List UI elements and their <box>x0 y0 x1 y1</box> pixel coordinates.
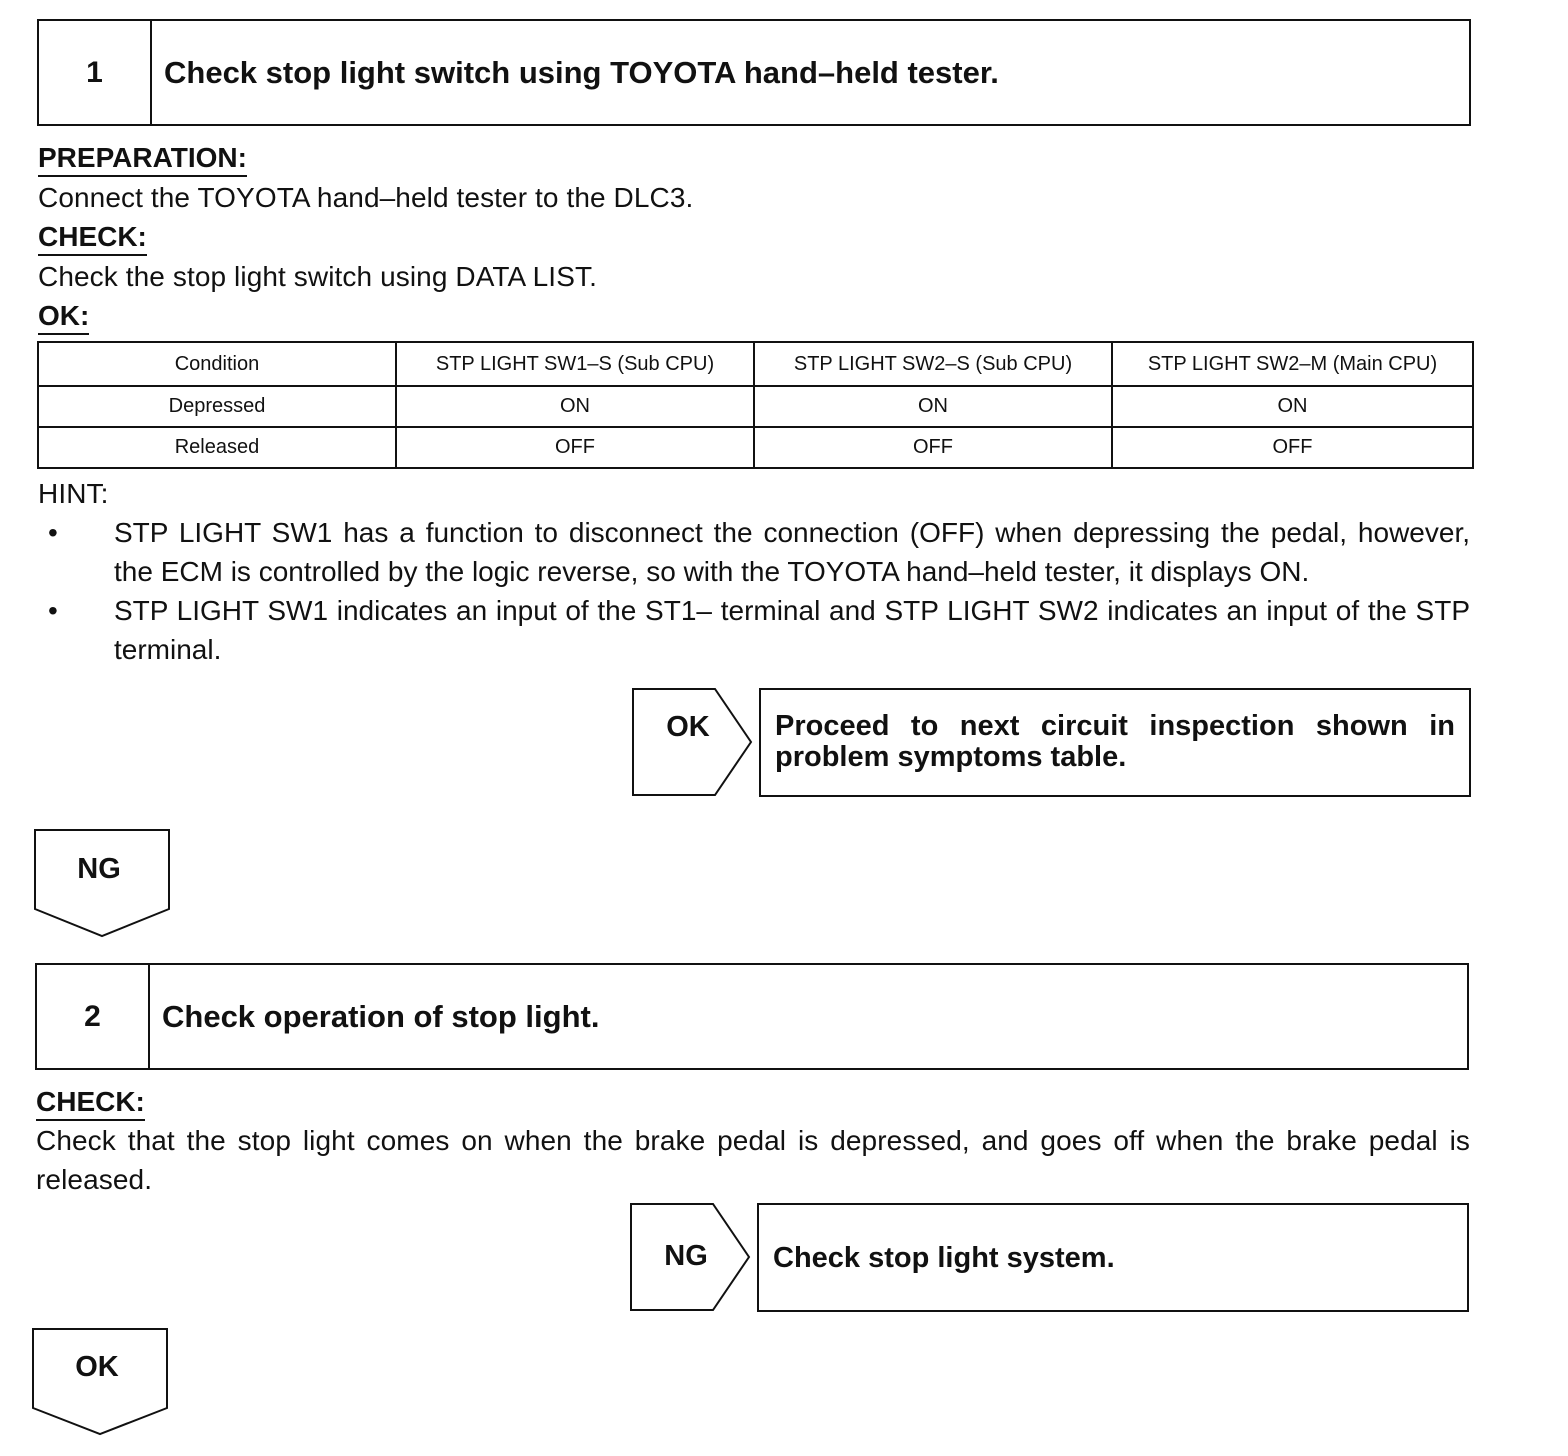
step-title: Check operation of stop light. <box>162 998 600 1034</box>
step-number: 1 <box>39 21 152 124</box>
step-number: 2 <box>37 965 150 1068</box>
check-text: Check that the stop light comes on when the brake pedal is depressed, and goes off when the brake pedal is released. <box>36 1125 1470 1195</box>
list-item <box>38 591 1470 669</box>
table-header-cell: STP LIGHT SW2–M (Main CPU) <box>1112 342 1473 386</box>
table-header-cell: Condition <box>38 342 396 386</box>
hint-label: HINT: <box>38 478 109 509</box>
check-heading: CHECK: <box>38 220 147 256</box>
table-cell: OFF <box>754 427 1112 468</box>
ng-down-arrow-label: NG <box>77 853 121 885</box>
check-heading: CHECK: <box>36 1085 145 1121</box>
ng-arrow-label: NG <box>664 1240 708 1272</box>
status-table <box>37 341 1474 469</box>
table-cell: ON <box>754 386 1112 427</box>
table-cell: Released <box>38 427 396 468</box>
step-2-header <box>35 963 1469 1070</box>
table-row <box>38 427 1473 468</box>
table-cell: OFF <box>396 427 754 468</box>
table-cell: OFF <box>1112 427 1473 468</box>
hint-item-text: STP LIGHT SW1 indicates an input of the ST1– terminal and STP LIGHT SW2 indicates an input of the STP terminal. <box>114 595 1470 665</box>
step-title: Check stop light switch using TOYOTA hand–held tester. <box>164 54 999 90</box>
table-cell: ON <box>396 386 754 427</box>
ok-arrow-label: OK <box>666 711 710 743</box>
ok-down-arrow-label: OK <box>75 1351 119 1383</box>
table-row <box>38 386 1473 427</box>
hint-list <box>38 513 1470 669</box>
preparation-heading: PREPARATION: <box>38 141 247 177</box>
hint-item-text: STP LIGHT SW1 has a function to disconnect the connection (OFF) when depressing the pedal, however, the ECM is controlled by the logic reverse, so with the TOYOTA hand–held tester, it displays ON. <box>114 517 1470 587</box>
table-header-row <box>38 342 1473 386</box>
proceed-result-box <box>759 688 1471 797</box>
stop-light-system-text: Check stop light system. <box>773 1242 1115 1274</box>
preparation-text: Connect the TOYOTA hand–held tester to the DLC3. <box>38 182 694 213</box>
bullet-icon: • <box>48 595 58 626</box>
list-item <box>38 513 1470 591</box>
bullet-icon: • <box>48 517 58 548</box>
stop-light-system-box <box>757 1203 1469 1312</box>
table-header-cell: STP LIGHT SW1–S (Sub CPU) <box>396 342 754 386</box>
table-header-cell: STP LIGHT SW2–S (Sub CPU) <box>754 342 1112 386</box>
proceed-result-text: Proceed to next circuit inspection shown in problem symptoms table. <box>775 710 1455 773</box>
ok-heading: OK: <box>38 299 89 335</box>
table-cell: ON <box>1112 386 1473 427</box>
step-1-header <box>37 19 1471 126</box>
table-cell: Depressed <box>38 386 396 427</box>
check-text: Check the stop light switch using DATA LIST. <box>38 261 597 292</box>
